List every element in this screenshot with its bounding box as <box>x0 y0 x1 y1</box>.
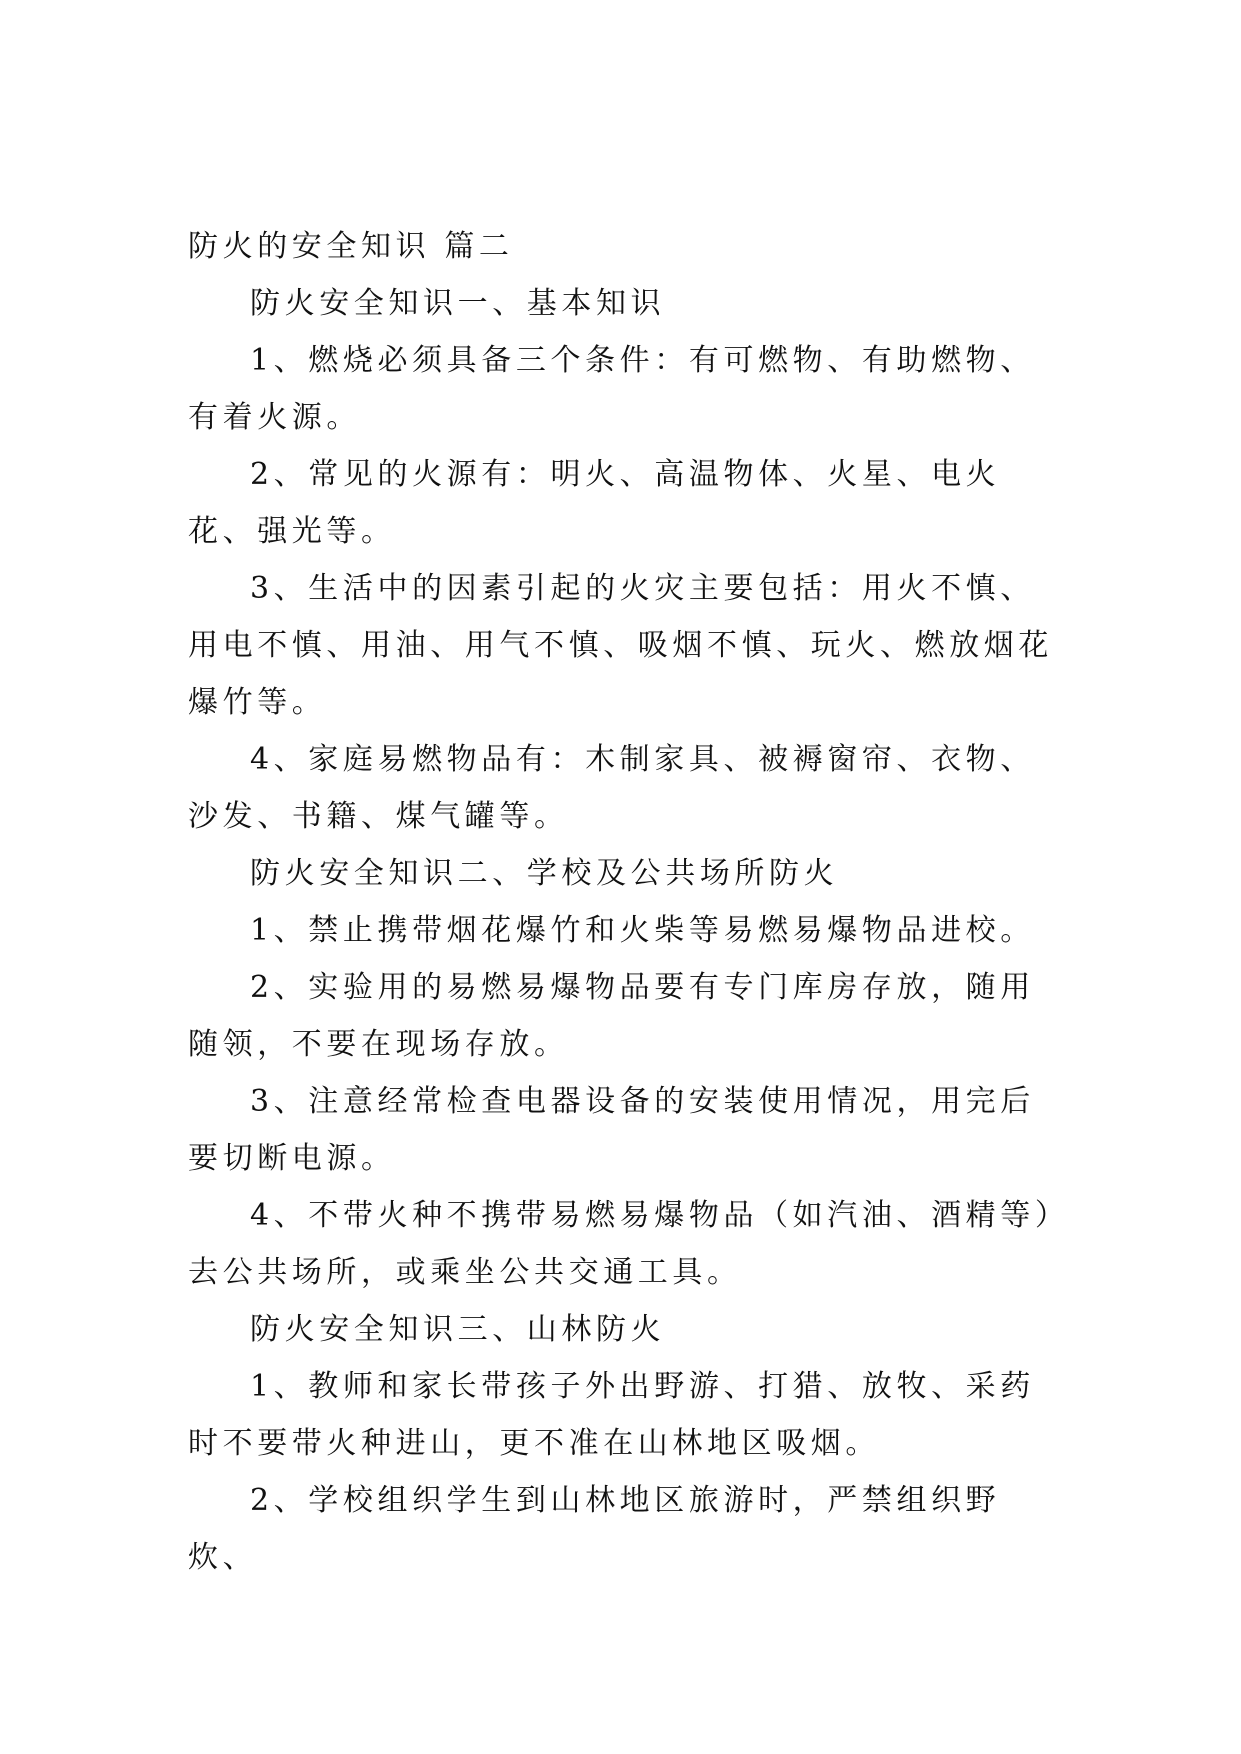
document-body <box>188 218 1068 1586</box>
paragraph-household-flammables: 4、家庭易燃物品有：木制家具、被褥窗帘、衣物、沙发、书籍、煤气罐等。 <box>188 742 1035 834</box>
paragraph-lab-flammables-storage: 2、实验用的易燃易爆物品要有专门库房存放，随用随领，不要在现场存放。 <box>188 970 1035 1062</box>
paragraph-no-fire-in-mountains: 1、教师和家长带孩子外出野游、打猎、放牧、采药时不要带火种进山，更不准在山林地区吸烟。 <box>188 1369 1035 1461</box>
paragraph-combustion-conditions: 1、燃烧必须具备三个条件：有可燃物、有助燃物、有着火源。 <box>188 343 1035 435</box>
paragraph-life-fire-causes: 3、生活中的因素引起的火灾主要包括：用火不慎、用电不慎、用油、用气不慎、吸烟不慎、玩火、燃放烟花爆竹等。 <box>188 571 1053 720</box>
section-heading-school-public-places: 防火安全知识二、学校及公共场所防火 <box>250 856 839 891</box>
section-heading-basic-knowledge: 防火安全知识一、基本知识 <box>250 286 666 321</box>
paragraph-no-flammables-public: 4、不带火种不携带易燃易爆物品（如汽油、酒精等）去公共场所，或乘坐公共交通工具。 <box>188 1198 1055 1290</box>
paragraph-no-fireworks-school: 1、禁止携带烟花爆竹和火柴等易燃易爆物品进校。 <box>250 913 1035 948</box>
paragraph-check-electrical-equipment: 3、注意经常检查电器设备的安装使用情况，用完后要切断电源。 <box>188 1084 1035 1176</box>
paragraph-school-trip-rules: 2、学校组织学生到山林地区旅游时，严禁组织野炊、 <box>188 1483 1001 1575</box>
document-title: 防火的安全知识 篇二 <box>188 229 514 264</box>
section-heading-forest-fire: 防火安全知识三、山林防火 <box>250 1312 666 1347</box>
paragraph-common-fire-sources: 2、常见的火源有：明火、高温物体、火星、电火花、强光等。 <box>188 457 1001 549</box>
